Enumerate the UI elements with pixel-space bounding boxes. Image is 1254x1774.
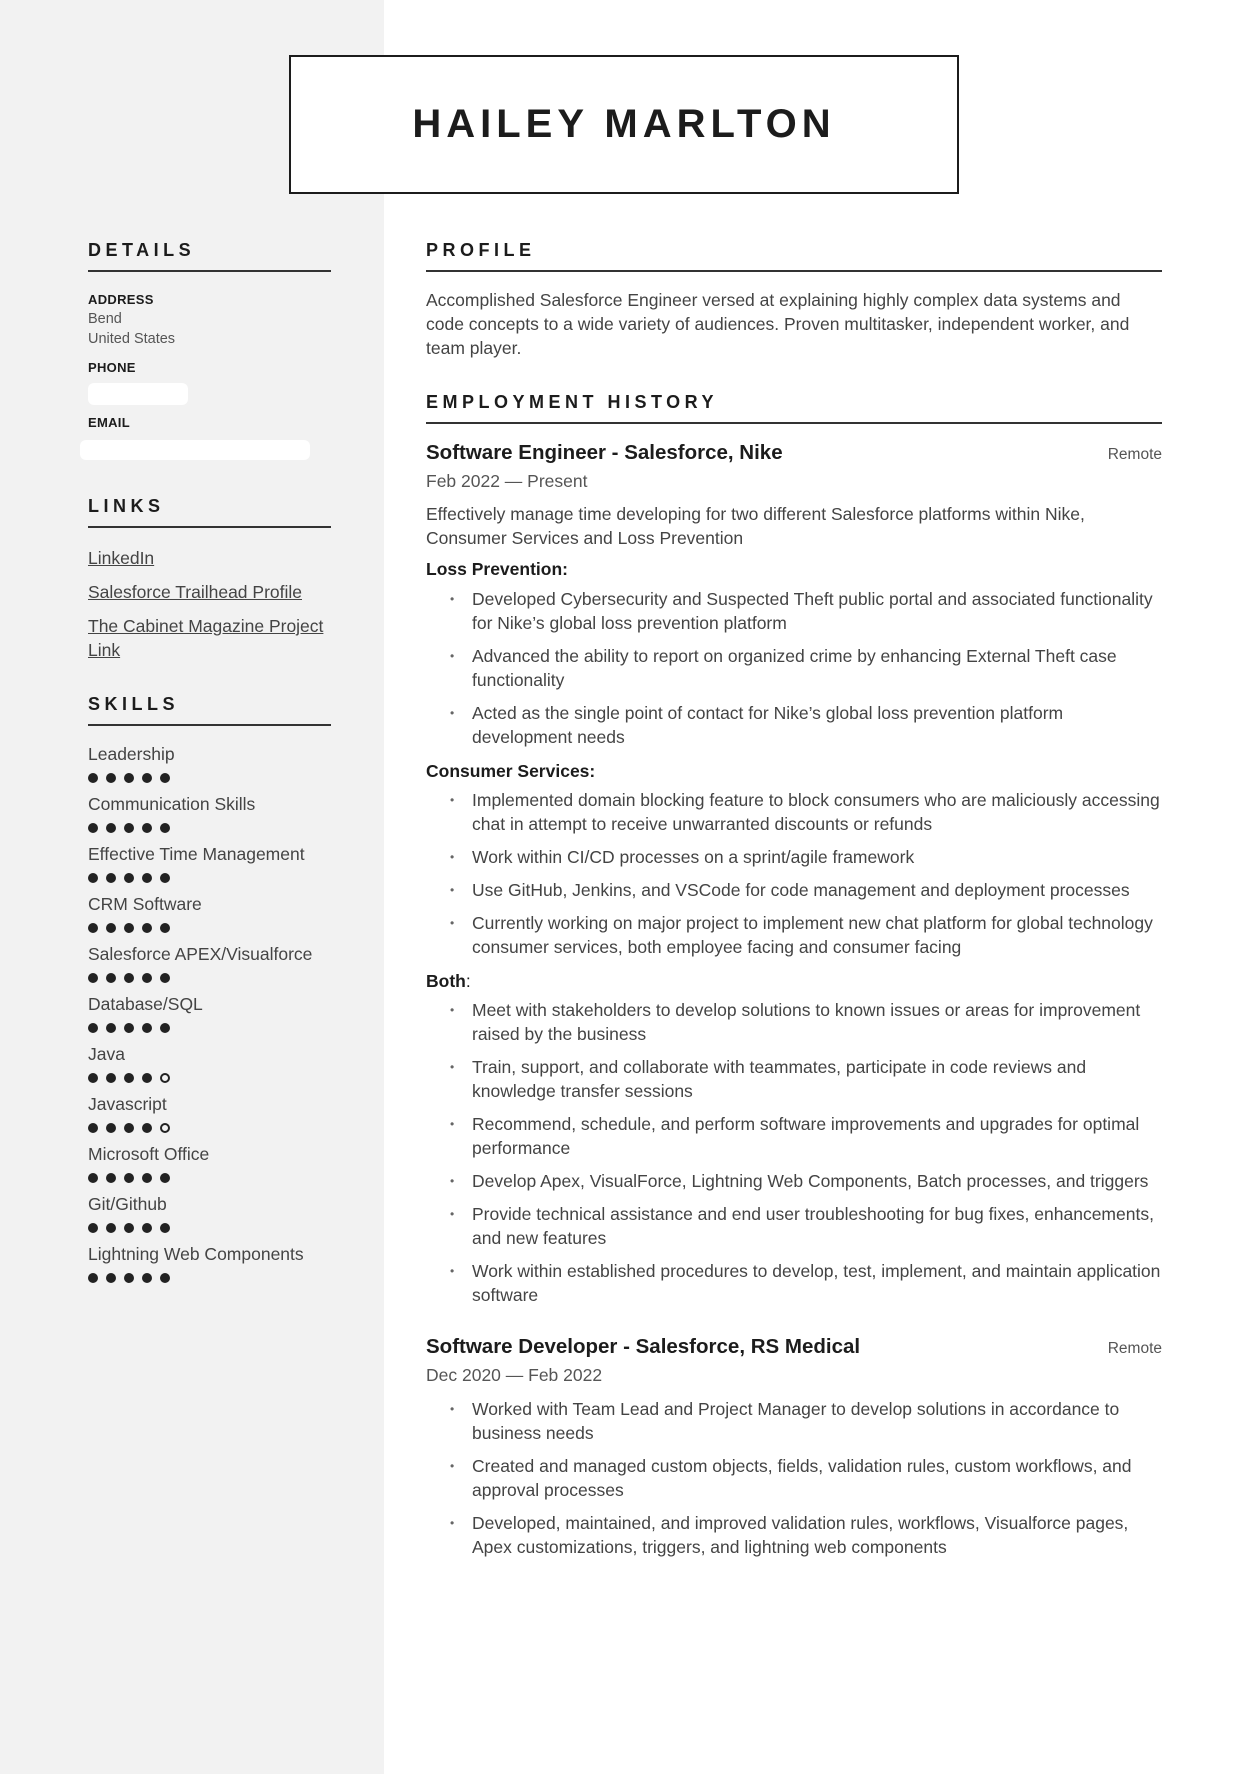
- skill-rating: [88, 1221, 331, 1235]
- rating-dot-filled-icon: [106, 1023, 116, 1033]
- skill-item: [88, 943, 331, 985]
- rating-dot-filled-icon: [160, 1173, 170, 1183]
- rating-dot-filled-icon: [88, 1073, 98, 1083]
- rating-dot-filled-icon: [88, 1223, 98, 1233]
- employment-section: [426, 392, 1162, 1568]
- rating-dot-filled-icon: [106, 823, 116, 833]
- list-item: • Developed, maintained, and improved validation rules, workflows, Visualforce pages, Apex customizations, triggers, and lightning web components: [426, 1511, 1162, 1559]
- links-section: [88, 496, 331, 672]
- skill-item: [88, 893, 331, 935]
- rating-dot-filled-icon: [142, 973, 152, 983]
- list-item: • Acted as the single point of contact for Nike’s global loss prevention platform development needs: [426, 701, 1162, 749]
- rating-dot-filled-icon: [106, 923, 116, 933]
- group-heading-loss-prevention: Loss Prevention:: [426, 559, 568, 579]
- skill-item: [88, 1243, 331, 1285]
- rating-dot-filled-icon: [160, 1023, 170, 1033]
- rating-dot-filled-icon: [124, 873, 134, 883]
- skill-name: Effective Time Management: [88, 844, 305, 864]
- rating-dot-filled-icon: [124, 773, 134, 783]
- rating-dot-filled-icon: [160, 773, 170, 783]
- rating-dot-filled-icon: [142, 1023, 152, 1033]
- rating-dot-filled-icon: [106, 1173, 116, 1183]
- skill-name: Leadership: [88, 744, 175, 764]
- address-label: ADDRESS: [88, 292, 154, 307]
- rating-dot-filled-icon: [124, 1273, 134, 1283]
- bullet-list: [426, 587, 1162, 749]
- rating-dot-filled-icon: [106, 973, 116, 983]
- rating-dot-filled-icon: [124, 1123, 134, 1133]
- skill-rating: [88, 1171, 331, 1185]
- phone-redaction: [88, 383, 188, 405]
- skill-name: Git/Github: [88, 1194, 167, 1214]
- phone-label: PHONE: [88, 360, 136, 375]
- employment-title: EMPLOYMENT HISTORY: [426, 392, 1162, 424]
- job-dates: Feb 2022 — Present: [426, 471, 588, 491]
- skill-rating: [88, 971, 331, 985]
- job-title: Software Developer - Salesforce, RS Medical: [426, 1335, 861, 1358]
- rating-dot-filled-icon: [88, 1123, 98, 1133]
- job-entry: [426, 441, 1162, 1307]
- rating-dot-filled-icon: [160, 1223, 170, 1233]
- rating-dot-filled-icon: [88, 823, 98, 833]
- email-label: EMAIL: [88, 415, 130, 430]
- rating-dot-filled-icon: [124, 1073, 134, 1083]
- skill-item: [88, 993, 331, 1035]
- skill-item: [88, 843, 331, 885]
- skill-name: CRM Software: [88, 894, 202, 914]
- rating-dot-empty-icon: [160, 1073, 170, 1083]
- group-heading-consumer-services: Consumer Services:: [426, 761, 596, 781]
- rating-dot-filled-icon: [142, 823, 152, 833]
- rating-dot-filled-icon: [106, 873, 116, 883]
- skill-rating: [88, 821, 331, 835]
- group-heading-text: Both: [426, 971, 466, 991]
- sidebar-link[interactable]: LinkedIn: [88, 548, 155, 568]
- rating-dot-filled-icon: [160, 873, 170, 883]
- list-item: • Work within CI/CD processes on a sprint/agile framework: [426, 845, 1162, 869]
- skill-name: Salesforce APEX/Visualforce: [88, 944, 313, 964]
- rating-dot-filled-icon: [88, 1173, 98, 1183]
- rating-dot-filled-icon: [142, 1073, 152, 1083]
- list-item: • Provide technical assistance and end user troubleshooting for bug fixes, enhancements, and new features: [426, 1202, 1162, 1250]
- rating-dot-filled-icon: [142, 773, 152, 783]
- list-item: • Develop Apex, VisualForce, Lightning Web Components, Batch processes, and triggers: [426, 1169, 1162, 1193]
- list-item: • Advanced the ability to report on organized crime by enhancing External Theft case functionality: [426, 644, 1162, 692]
- list-item: • Train, support, and collaborate with teammates, participate in code reviews and knowledge transfer sessions: [426, 1055, 1162, 1103]
- group-heading-colon: :: [465, 971, 471, 991]
- rating-dot-filled-icon: [142, 873, 152, 883]
- rating-dot-empty-icon: [160, 1123, 170, 1133]
- group-heading-both: [426, 971, 1162, 992]
- rating-dot-filled-icon: [106, 1223, 116, 1233]
- skill-rating: [88, 771, 331, 785]
- skill-rating: [88, 871, 331, 885]
- job-entry: [426, 1335, 1162, 1559]
- rating-dot-filled-icon: [88, 1273, 98, 1283]
- rating-dot-filled-icon: [124, 823, 134, 833]
- rating-dot-filled-icon: [106, 1073, 116, 1083]
- rating-dot-filled-icon: [142, 1273, 152, 1283]
- bullet-list: [426, 788, 1162, 959]
- rating-dot-filled-icon: [88, 973, 98, 983]
- skills-title: SKILLS: [88, 694, 331, 726]
- rating-dot-filled-icon: [88, 773, 98, 783]
- rating-dot-filled-icon: [124, 973, 134, 983]
- address-city: Bend: [88, 311, 122, 327]
- rating-dot-filled-icon: [142, 923, 152, 933]
- skill-rating: [88, 1071, 331, 1085]
- skills-list: [88, 743, 331, 1285]
- skill-item: [88, 1143, 331, 1185]
- skill-item: [88, 1193, 331, 1235]
- list-item: • Recommend, schedule, and perform software improvements and upgrades for optimal performance: [426, 1112, 1162, 1160]
- list-item: • Work within established procedures to develop, test, implement, and maintain application software: [426, 1259, 1162, 1307]
- job-title: Software Engineer - Salesforce, Nike: [426, 441, 783, 464]
- address-country: United States: [88, 331, 176, 347]
- email-redaction: [80, 440, 310, 460]
- list-item: • Use GitHub, Jenkins, and VSCode for code management and deployment processes: [426, 878, 1162, 902]
- profile-section: [426, 240, 1162, 360]
- skill-name: Java: [88, 1044, 125, 1064]
- rating-dot-filled-icon: [142, 1123, 152, 1133]
- profile-title: PROFILE: [426, 240, 1162, 272]
- list-item: • Currently working on major project to implement new chat platform for global technology consumer services, both employee facing and consumer facing: [426, 911, 1162, 959]
- rating-dot-filled-icon: [160, 923, 170, 933]
- rating-dot-filled-icon: [160, 823, 170, 833]
- sidebar-link[interactable]: The Cabinet Magazine Project Link: [88, 616, 324, 660]
- name-header: [289, 55, 959, 194]
- skill-rating: [88, 1121, 331, 1135]
- rating-dot-filled-icon: [160, 1273, 170, 1283]
- skill-name: Lightning Web Components: [88, 1244, 304, 1264]
- rating-dot-filled-icon: [106, 773, 116, 783]
- details-section: [88, 240, 331, 460]
- skills-section: [88, 694, 331, 1293]
- rating-dot-filled-icon: [88, 923, 98, 933]
- rating-dot-filled-icon: [160, 973, 170, 983]
- skill-item: [88, 793, 331, 835]
- links-title: LINKS: [88, 496, 331, 528]
- rating-dot-filled-icon: [124, 1173, 134, 1183]
- skill-rating: [88, 1021, 331, 1035]
- list-item: • Meet with stakeholders to develop solutions to known issues or areas for improvement raised by the business: [426, 998, 1162, 1046]
- skill-name: Database/SQL: [88, 994, 203, 1014]
- rating-dot-filled-icon: [124, 923, 134, 933]
- skill-rating: [88, 921, 331, 935]
- bullet-list: [426, 1397, 1162, 1559]
- skill-item: [88, 743, 331, 785]
- rating-dot-filled-icon: [124, 1223, 134, 1233]
- bullet-list: [426, 998, 1162, 1307]
- profile-text: Accomplished Salesforce Engineer versed at explaining highly complex data systems and code concepts to a wide variety of audiences. Proven multitasker, independent worker, and team player.: [426, 290, 1130, 358]
- rating-dot-filled-icon: [106, 1273, 116, 1283]
- rating-dot-filled-icon: [88, 1023, 98, 1033]
- list-item: • Developed Cybersecurity and Suspected Theft public portal and associated functionality for Nike’s global loss prevention platform: [426, 587, 1162, 635]
- skill-item: [88, 1043, 331, 1085]
- skill-name: Communication Skills: [88, 794, 256, 814]
- job-location: Remote: [1107, 1340, 1162, 1357]
- job-summary: Effectively manage time developing for two different Salesforce platforms within Nike, Consumer Services and Loss Prevention: [426, 504, 1085, 548]
- sidebar-link[interactable]: Salesforce Trailhead Profile: [88, 582, 302, 602]
- details-title: DETAILS: [88, 240, 331, 272]
- job-dates: Dec 2020 — Feb 2022: [426, 1365, 603, 1385]
- rating-dot-filled-icon: [106, 1123, 116, 1133]
- links-list: [88, 546, 331, 662]
- rating-dot-filled-icon: [124, 1023, 134, 1033]
- skill-item: [88, 1093, 331, 1135]
- rating-dot-filled-icon: [88, 873, 98, 883]
- skill-name: Microsoft Office: [88, 1144, 210, 1164]
- candidate-name: HAILEY MARLTON: [412, 102, 836, 146]
- skill-rating: [88, 1271, 331, 1285]
- job-location: Remote: [1107, 446, 1162, 463]
- list-item: • Worked with Team Lead and Project Manager to develop solutions in accordance to business needs: [426, 1397, 1162, 1445]
- rating-dot-filled-icon: [142, 1223, 152, 1233]
- list-item: • Created and managed custom objects, fields, validation rules, custom workflows, and approval processes: [426, 1454, 1162, 1502]
- rating-dot-filled-icon: [142, 1173, 152, 1183]
- list-item: • Implemented domain blocking feature to block consumers who are maliciously accessing chat in attempt to receive unwarranted discounts or refunds: [426, 788, 1162, 836]
- skill-name: Javascript: [88, 1094, 167, 1114]
